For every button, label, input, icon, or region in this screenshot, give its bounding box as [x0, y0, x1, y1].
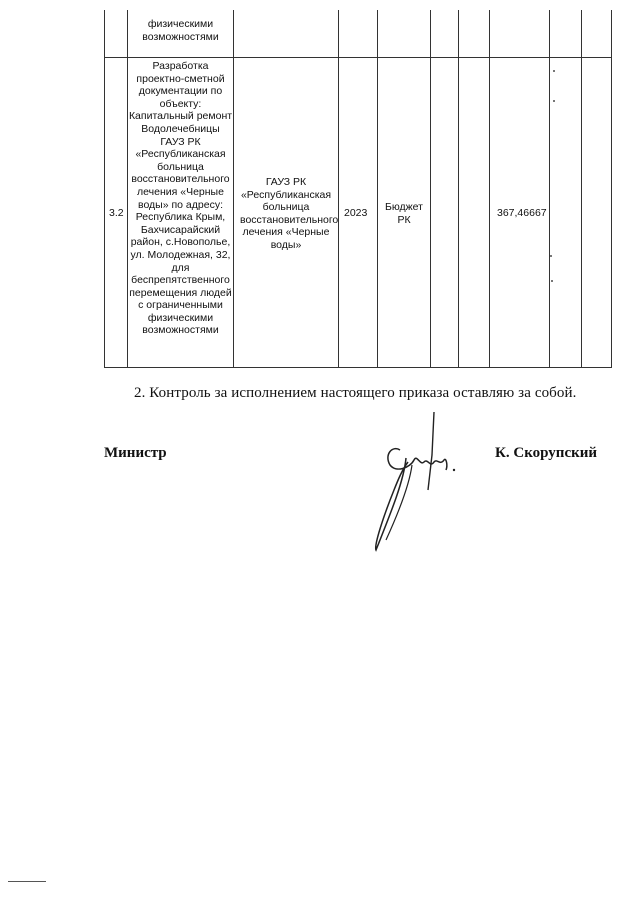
object-name-cell: Разработка проектно-сметной документации по объекту: Капитальный ремонт Водолечебницы ГАУЗ РК «Республиканская больница восстановительного лечения «Черные воды» по адресу: Республика Крым, Бахчисарайский район, с.Новополье, ул. Молодежная, 32, для беспрепятственного перемещения людей с ограниченными физическими возможностями — [128, 60, 233, 337]
column-divider — [489, 10, 490, 368]
column-divider — [104, 10, 105, 368]
continuation-name-cell: физическими возможностями — [142, 18, 219, 43]
scan-speck — [550, 255, 552, 257]
scan-speck — [551, 280, 553, 282]
signatory-name: К. Скорупский — [495, 445, 598, 461]
column-divider — [549, 10, 550, 368]
column-divider — [377, 10, 378, 368]
table-right-border — [611, 10, 612, 368]
scan-speck — [553, 100, 555, 102]
column-divider — [430, 10, 431, 368]
row-divider — [104, 57, 612, 58]
scan-speck — [553, 70, 555, 72]
signatory-title: Министр — [104, 445, 167, 461]
source-cell: Бюджет РК — [385, 201, 423, 226]
column-divider — [338, 10, 339, 368]
handwritten-signature — [362, 410, 472, 555]
year-cell: 2023 — [344, 207, 368, 219]
row-number: 3.2 — [109, 207, 124, 219]
column-divider — [233, 10, 234, 368]
column-divider — [458, 10, 459, 368]
amount-cell: 367,46667 — [497, 207, 547, 219]
projects-table — [104, 10, 612, 368]
control-paragraph: 2. Контроль за исполнением настоящего приказа оставляю за собой. — [134, 385, 577, 401]
column-divider — [581, 10, 582, 368]
customer-cell: ГАУЗ РК «Республиканская больница восстановительного лечения «Черные воды» — [240, 176, 339, 251]
footer-line — [8, 881, 46, 882]
table-bottom-border — [104, 367, 612, 368]
